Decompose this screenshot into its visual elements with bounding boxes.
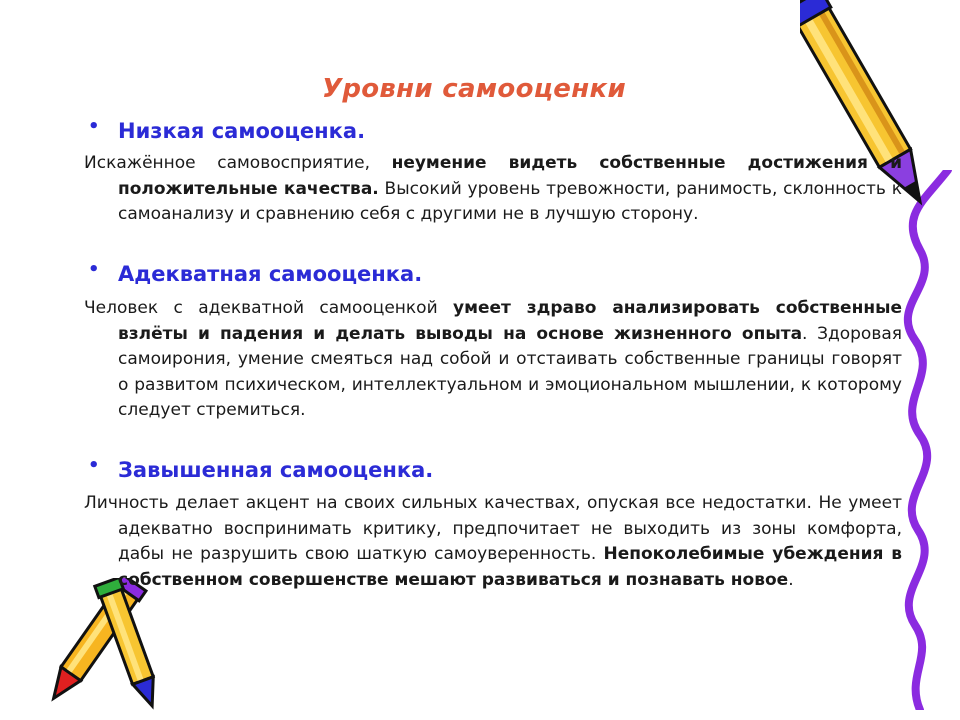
emphasis-text: умеет здраво анализировать собственные взлёты и падения и делать выводы на основе жизненного опыта <box>118 298 902 344</box>
bullet-icon: • <box>88 455 100 476</box>
purple-squiggle <box>880 170 960 710</box>
emphasis-text: Непоколебимые убеждения в собственном совершенстве мешают развиваться и познавать новое <box>118 544 902 590</box>
section-paragraph-low: Искажённое самовосприятие, неумение видеть собственные достижения и положительные качества. Высокий уровень тревожности, ранимость, склонность к самоанализу и сравнению себя с другими не в лучшую сторону. <box>84 153 902 224</box>
slide-title: Уровни самооценки <box>322 74 626 104</box>
emphasis-text: неумение видеть собственные достижения и положительные качества. <box>118 153 902 199</box>
bullet-icon: • <box>88 259 100 280</box>
section-heading-high <box>88 455 434 482</box>
section-paragraph-high: Личность делает акцент на своих сильных качествах, опуская все недостатки. Не умеет адекватно воспринимать критику, предпочитает не выходить из зоны комфорта, дабы не разрушить свою шаткую самоуверенность. Непоколебимые убеждения в собственном совершенстве мешают развиваться и познавать новое. <box>84 493 902 590</box>
section-heading-low <box>88 116 366 143</box>
crayon-pencils-icon <box>40 578 190 720</box>
section-paragraph-adequate: Человек с адекватной самооценкой умеет здраво анализировать собственные взлёты и падения и делать выводы на основе жизненного опыта. Здоровая самоирония, умение смеяться над собой и отстаивать собственные границы говорят о развитом психическом, интеллектуальном и эмоциональном мышлении, к которому следует стремиться. <box>84 298 902 420</box>
section-heading-text: Завышенная самооценка. <box>118 458 434 482</box>
section-heading-adequate <box>88 259 423 286</box>
bullet-icon: • <box>88 116 100 137</box>
section-heading-text: Адекватная самооценка. <box>118 262 423 286</box>
section-heading-text: Низкая самооценка. <box>118 119 366 143</box>
